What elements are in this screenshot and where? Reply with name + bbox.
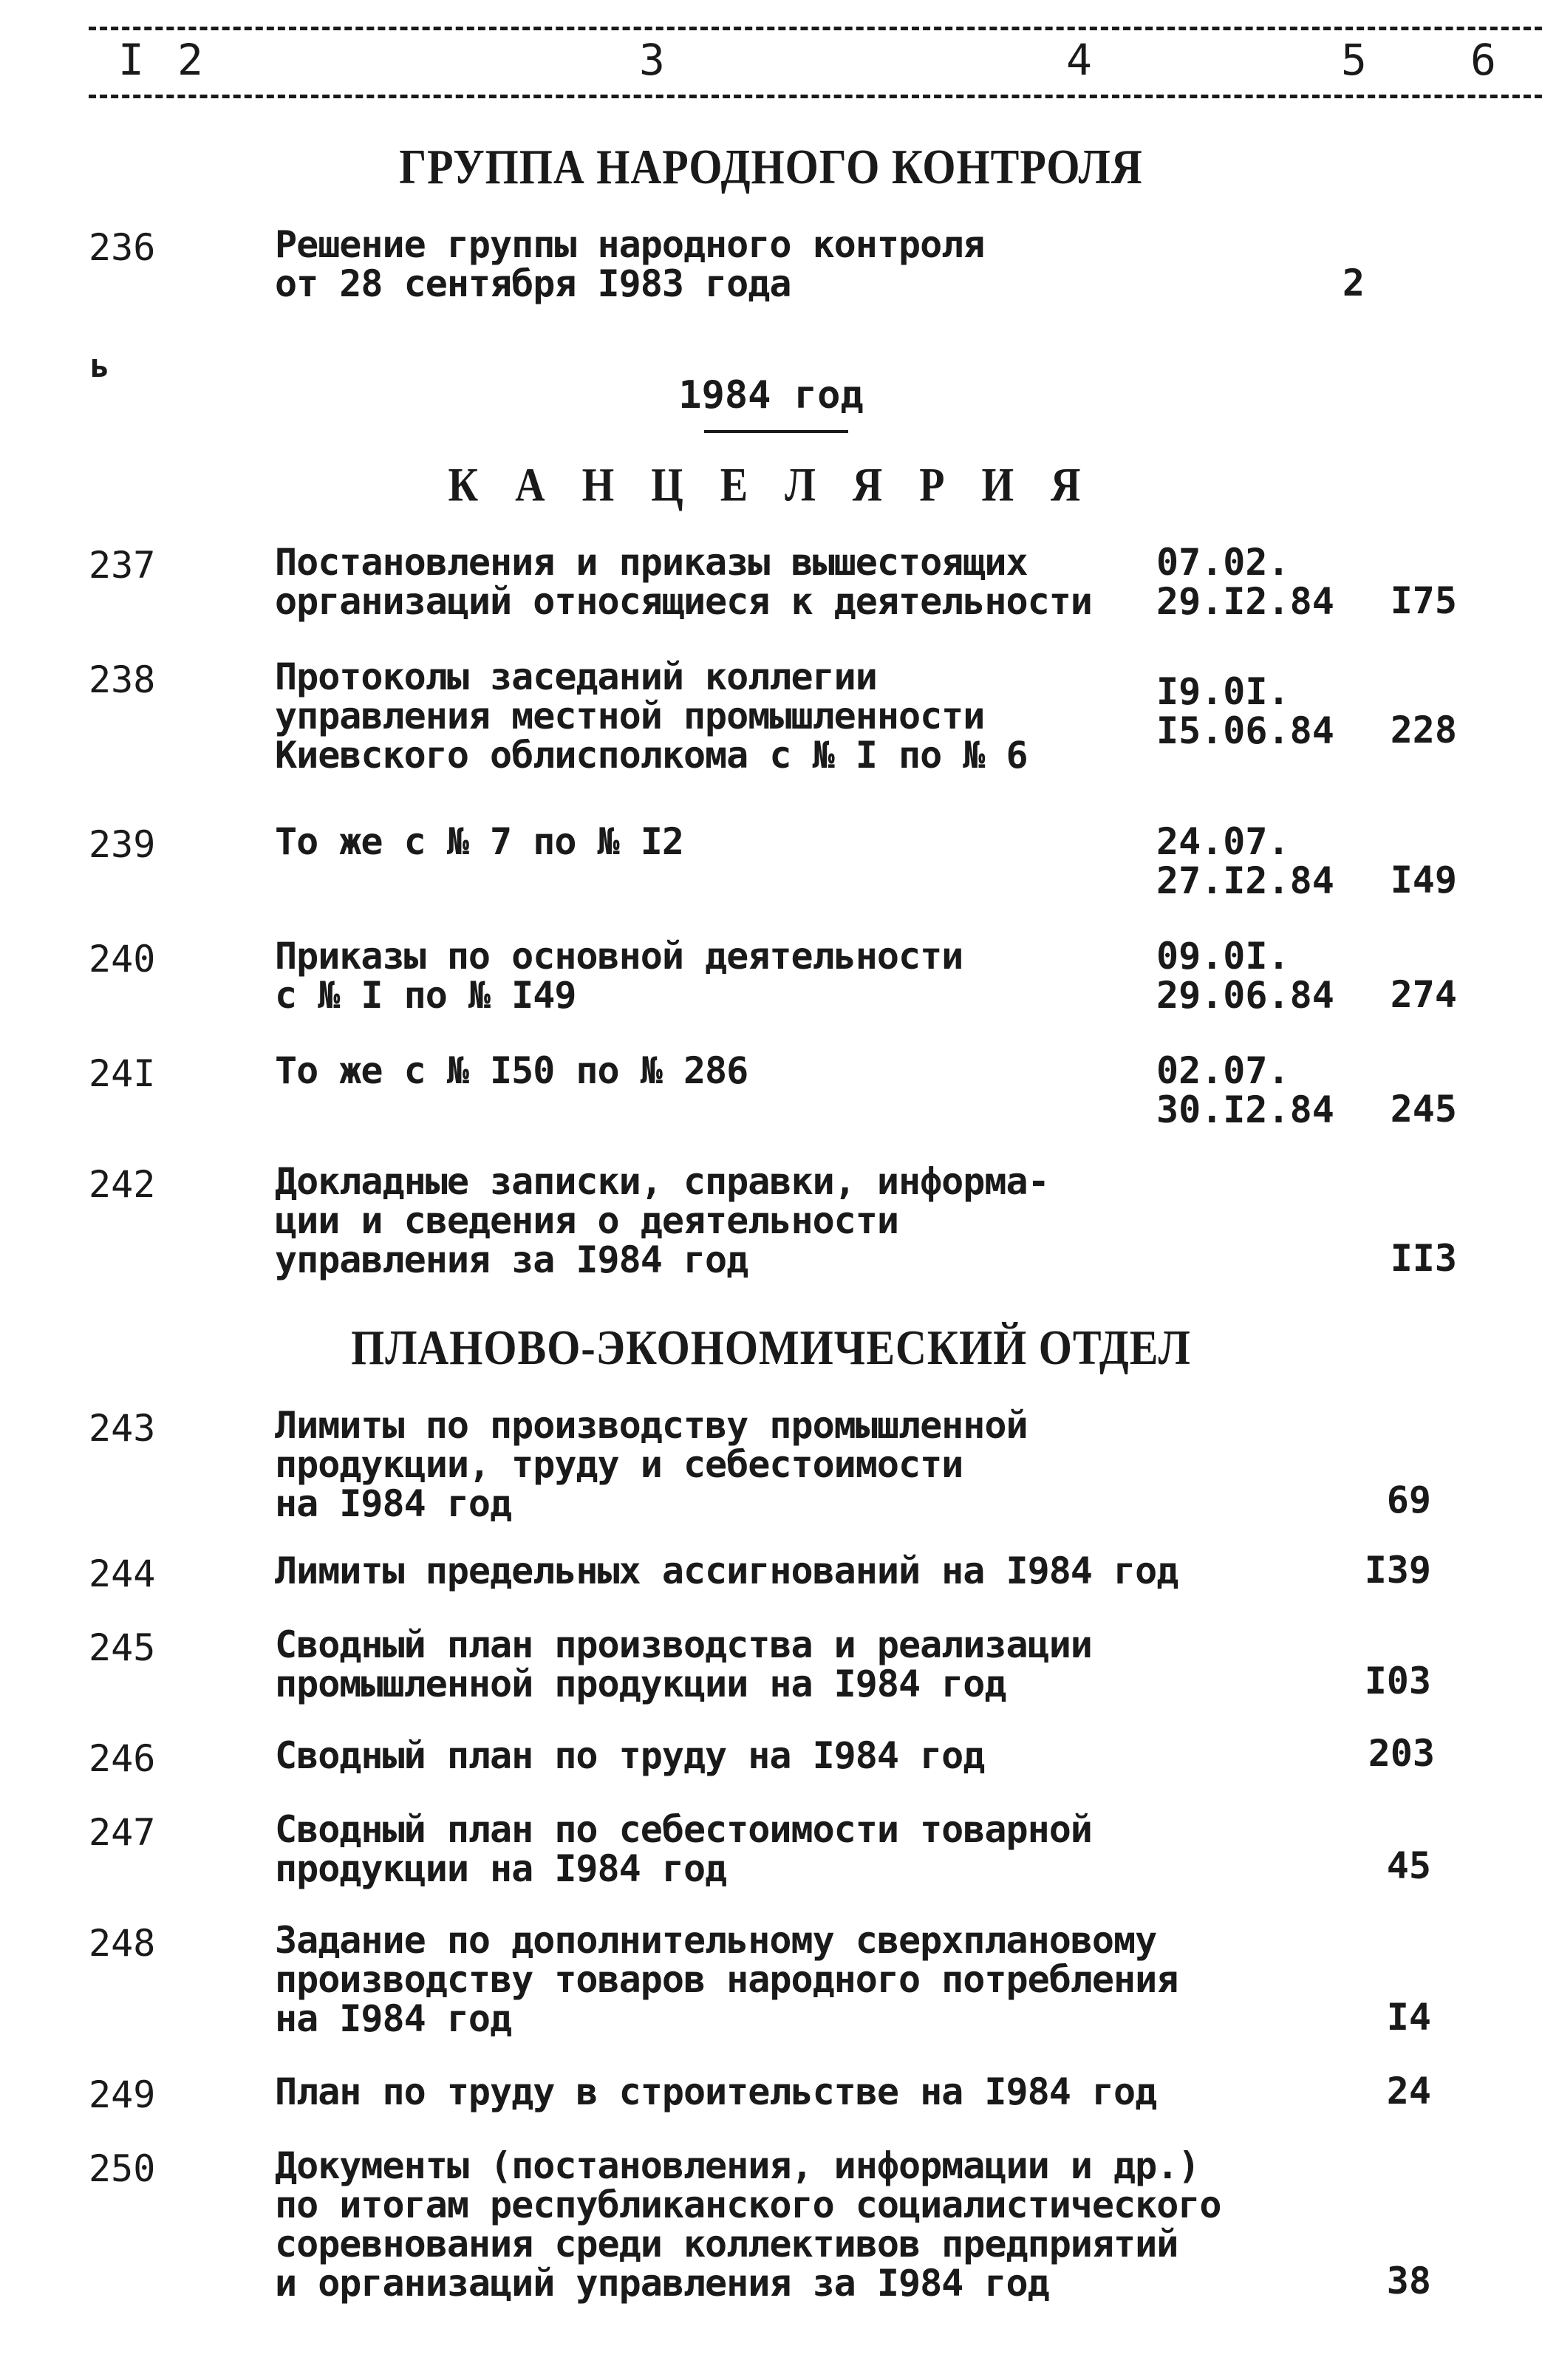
entry-237-title: Постановления и приказы вышестоящих организаций относящиеся к деятельности [275,541,1092,623]
entry-245-number: 245 [89,1626,156,1669]
entry-247-title: Сводный план по себестоимости товарной продукции на I984 год [275,1808,1092,1890]
entry-249-number: 249 [89,2073,156,2116]
column-number-4: 4 [1066,35,1092,85]
entry-244-number: 244 [89,1552,156,1595]
entry-248-number: 248 [89,1922,156,1965]
entry-241-dates: 02.07. 30.I2.84 [1156,1049,1334,1131]
column-number-6: 6 [1470,35,1496,85]
entry-240-sheets: 274 [1390,973,1457,1016]
entry-240-number: 240 [89,938,156,981]
section-heading-planning: ПЛАНОВО-ЭКОНОМИЧЕСКИЙ ОТДЕЛ [351,1320,1191,1375]
column-number-3: 3 [639,35,665,85]
entry-236-title: Решение группы народного контроля от 28 сентября I983 года [275,223,985,305]
entry-250-number: 250 [89,2147,156,2190]
entry-246-title: Сводный план по труду на I984 год [275,1734,985,1777]
entry-239-title: То же с № 7 по № I2 [275,820,683,863]
entry-243-sheets: 69 [1386,1479,1431,1521]
header-top-rule [89,27,1542,30]
entry-238-number: 238 [89,658,156,701]
entry-244-sheets: I39 [1364,1549,1431,1592]
entry-241-title: То же с № I50 по № 286 [275,1049,748,1092]
section-heading-office: К А Н Ц Е Л Я Р И Я [448,459,1094,512]
entry-249-title: План по труду в строительстве на I984 год [275,2070,1157,2113]
entry-238-title: Протоколы заседаний коллегии управления местной промышленности Киевского облисполкома с № I по № 6 [275,655,1028,777]
year-underline [704,430,848,433]
entry-239-number: 239 [89,823,156,866]
entry-237-number: 237 [89,544,156,587]
entry-246-number: 246 [89,1737,156,1780]
entry-244-title: Лимиты предельных ассигнований на I984 год [275,1549,1178,1592]
header-bottom-rule [89,95,1542,98]
entry-238-dates: I9.0I. I5.06.84 [1156,670,1334,752]
column-number-5: 5 [1341,35,1367,85]
entry-243-title: Лимиты по производству промышленной продукции, труду и себестоимости на I984 год [275,1404,1028,1525]
entry-236-sheets: 2 [1342,262,1365,304]
entry-242-number: 242 [89,1163,156,1206]
entry-242-title: Докладные записки, справки, информа- ции и сведения о деятельности управления за I984 год [275,1160,1049,1281]
entry-243-number: 243 [89,1407,156,1450]
entry-239-dates: 24.07. 27.I2.84 [1156,820,1334,902]
entry-237-dates: 07.02. 29.I2.84 [1156,541,1334,623]
section-heading-people-control: ГРУППА НАРОДНОГО КОНТРОЛЯ [399,139,1143,194]
entry-236-number: 236 [89,226,156,269]
year-heading: 1984 год [678,373,864,417]
entry-250-title: Документы (постановления, информации и др.) по итогам республиканского социалистического соревнования среди коллективов предприятий и организаций управления за I984 год [275,2144,1221,2305]
entry-245-title: Сводный план производства и реализации промышленной продукции на I984 год [275,1623,1092,1705]
column-number-1: I [118,35,144,85]
column-number-2: 2 [177,35,203,85]
entry-241-sheets: 245 [1390,1088,1457,1131]
entry-237-sheets: I75 [1390,579,1457,622]
entry-247-sheets: 45 [1386,1844,1431,1887]
entry-246-sheets: 203 [1368,1732,1435,1775]
entry-248-title: Задание по дополнительному сверхплановому производству товаров народного потребления на I984 год [275,1919,1178,2040]
entry-241-number: 24I [89,1052,156,1095]
stray-mark: ь [90,347,110,385]
entry-247-number: 247 [89,1811,156,1854]
entry-245-sheets: I03 [1364,1660,1431,1702]
entry-240-dates: 09.0I. 29.06.84 [1156,935,1334,1017]
entry-240-title: Приказы по основной деятельности с № I по № I49 [275,935,963,1017]
entry-239-sheets: I49 [1390,859,1457,901]
entry-242-sheets: II3 [1390,1237,1457,1280]
entry-248-sheets: I4 [1386,1996,1431,2039]
entry-238-sheets: 228 [1390,709,1457,751]
entry-249-sheets: 24 [1386,2070,1431,2113]
entry-250-sheets: 38 [1386,2260,1431,2302]
